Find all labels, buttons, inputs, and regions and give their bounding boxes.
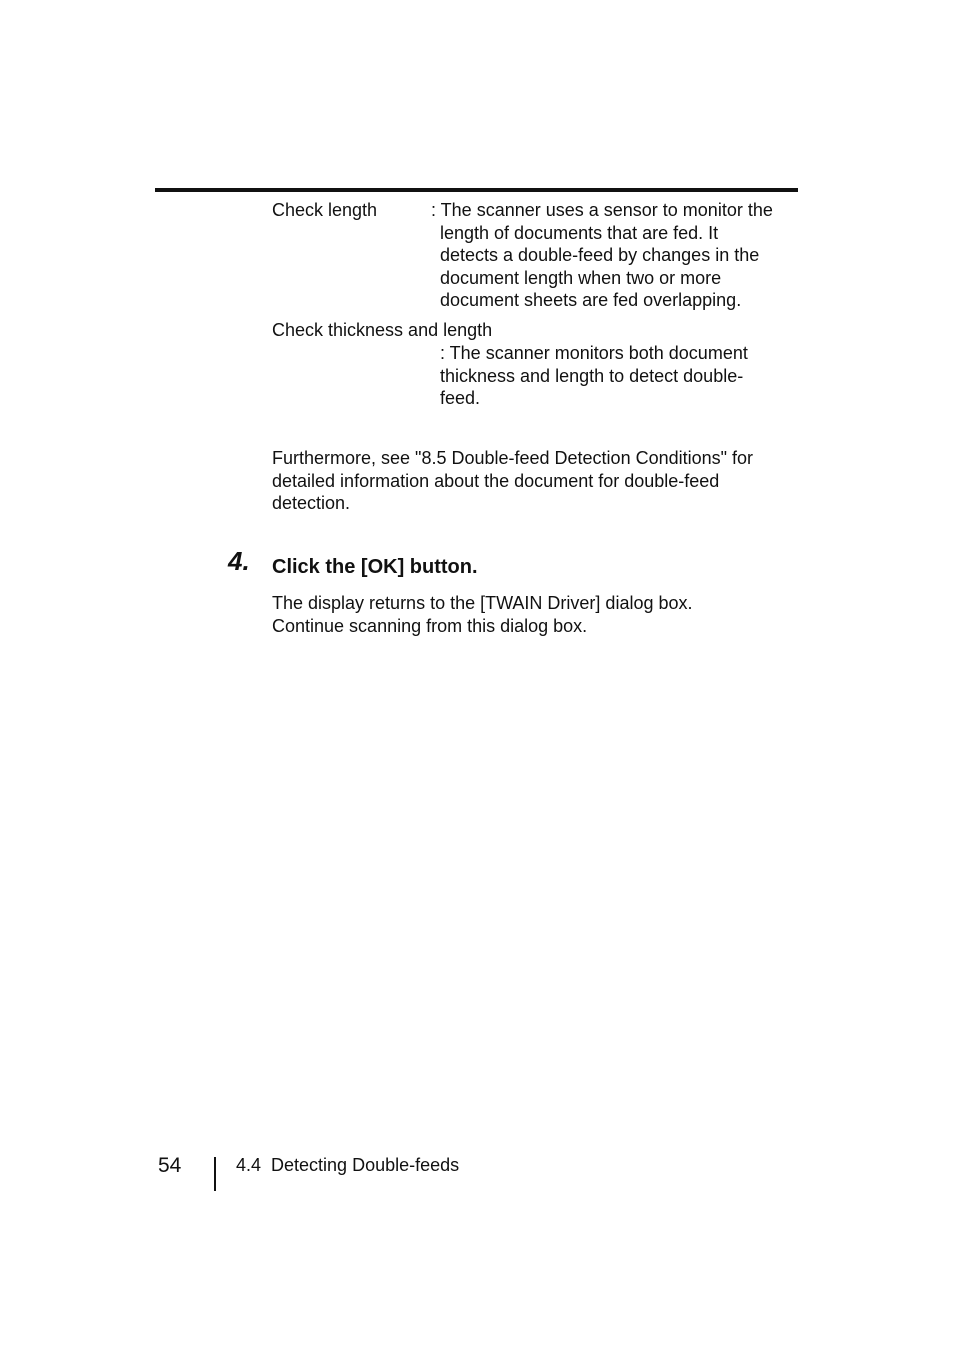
paragraph-line: detailed information about the document for double-feed — [272, 470, 720, 491]
step-body-line: The display returns to the [TWAIN Driver] dialog box. — [272, 593, 693, 613]
description-line: : The scanner uses a sensor to monitor the — [431, 200, 773, 220]
definition-description-check-length — [431, 199, 773, 312]
definition-term-check-thickness-and-length: Check thickness and length — [272, 320, 493, 340]
step-body-line: Continue scanning from this dialog box. — [272, 615, 588, 636]
step-body — [272, 592, 693, 637]
step-number: 4. — [228, 546, 250, 576]
description-line: detects a double-feed by changes in the — [440, 245, 760, 266]
description-line: document length when two or more — [440, 267, 722, 288]
description-line: document sheets are fed overlapping. — [440, 290, 742, 311]
definition-term-check-length: Check length — [272, 200, 378, 220]
description-line: length of documents that are fed. It — [440, 222, 719, 243]
description-line: feed. — [440, 388, 481, 409]
step-title: Click the [OK] button. — [272, 556, 478, 578]
description-line: thickness and length to detect double- — [440, 365, 744, 386]
description-line: : The scanner monitors both document — [440, 343, 748, 363]
footer-divider — [214, 1157, 216, 1191]
definition-description-check-thickness-and-length — [440, 342, 748, 410]
paragraph-line: detection. — [272, 493, 351, 514]
reference-paragraph — [272, 447, 753, 515]
page-number: 54 — [158, 1154, 182, 1177]
footer-section-title: 4.4 Detecting Double-feeds — [236, 1155, 460, 1175]
paragraph-line: Furthermore, see "8.5 Double-feed Detection Conditions" for — [272, 448, 754, 468]
header-rule — [155, 188, 798, 192]
